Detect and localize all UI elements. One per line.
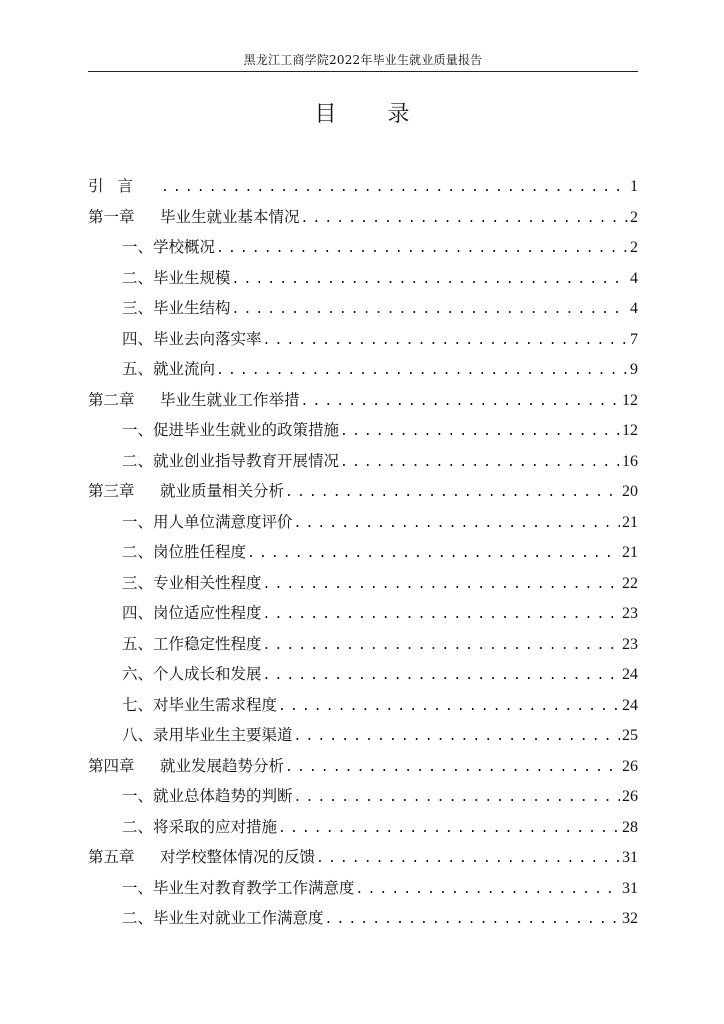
toc-entry-number: 二、 [122, 268, 154, 287]
dot-leader [247, 542, 620, 566]
toc-entry-title: 毕业生结构 [153, 299, 231, 317]
toc-section-entry[interactable] [88, 693, 638, 724]
dot-leader [294, 786, 620, 810]
dot-leader [263, 664, 620, 688]
toc-page-number: 4 [630, 269, 638, 287]
toc-entry-number: 一、 [122, 878, 154, 897]
toc-entry-label [122, 296, 231, 320]
toc-section-entry[interactable] [88, 906, 638, 937]
toc-page-number: 26 [622, 788, 638, 805]
dot-leader [263, 634, 620, 658]
toc-entry-label [88, 205, 300, 229]
toc-entry-label [122, 601, 262, 625]
toc-section-entry[interactable] [88, 876, 638, 907]
toc-entry-number: 第四章 [88, 756, 135, 775]
toc-section-entry[interactable] [88, 449, 638, 480]
toc-entry-number: 八、 [122, 726, 154, 744]
toc-entry-label [122, 784, 293, 808]
toc-entry-title: 就业质量相关分析 [160, 482, 285, 500]
toc-entry-title: 录用毕业生主要渠道 [153, 726, 293, 744]
toc-entry-label [88, 388, 300, 412]
toc-entry-label [88, 845, 315, 869]
toc-entry-number: 五、 [122, 360, 154, 378]
dot-leader [232, 298, 628, 322]
toc-entry-number: 二、 [122, 543, 154, 561]
toc-entry-label [122, 662, 262, 686]
toc-page-number: 9 [630, 361, 638, 378]
dot-leader [263, 573, 620, 597]
toc-entry-label [122, 876, 355, 900]
toc-entry-label [122, 266, 231, 290]
toc-page-number: 12 [622, 422, 638, 439]
toc-page-number: 25 [622, 727, 638, 744]
toc-section-entry[interactable] [88, 540, 638, 571]
toc-entry-label [122, 540, 246, 564]
toc-entry-title: 就业创业指导教育开展情况 [153, 451, 340, 470]
dot-leader [340, 451, 620, 475]
toc-section-entry[interactable] [88, 296, 638, 327]
toc-entry-label [122, 632, 262, 656]
toc-page-number: 2 [630, 239, 638, 256]
toc-entry-number: 一、 [122, 238, 154, 256]
toc-entry-title: 就业总体趋势的判断 [153, 787, 293, 805]
table-of-contents [88, 174, 638, 937]
toc-entry-title: 毕业生规模 [153, 268, 231, 287]
toc-section-entry[interactable] [88, 601, 638, 632]
dot-leader [294, 725, 620, 749]
dot-leader [301, 390, 620, 414]
dot-leader [216, 359, 628, 383]
header-rule [88, 71, 638, 72]
dot-leader [325, 908, 620, 932]
toc-chapter-entry[interactable] [88, 479, 638, 510]
toc-entry-number: 第二章 [88, 390, 135, 409]
toc-entry-number: 二、 [122, 451, 154, 470]
toc-entry-number: 二、 [122, 909, 154, 927]
toc-page-number: 23 [622, 605, 638, 622]
toc-section-entry[interactable] [88, 418, 638, 449]
dot-leader [316, 847, 620, 871]
toc-entry-number: 三、 [122, 299, 154, 317]
toc-chapter-entry[interactable] [88, 174, 638, 205]
toc-entry-title: 将采取的应对措施 [153, 817, 278, 836]
toc-entry-label [88, 174, 160, 198]
dot-leader [301, 207, 628, 231]
toc-entry-label [122, 693, 277, 717]
dot-leader [278, 817, 620, 841]
dot-leader [263, 329, 628, 353]
toc-entry-label [122, 723, 293, 747]
toc-entry-number: 四、 [122, 329, 154, 348]
dot-leader [340, 420, 620, 444]
dot-leader [263, 603, 620, 627]
toc-page-number: 7 [630, 330, 638, 348]
toc-page-number: 21 [622, 513, 638, 531]
toc-entry-title: 毕业生就业工作举措 [160, 390, 300, 409]
toc-section-entry[interactable] [88, 357, 638, 388]
toc-entry-number: 第五章 [88, 848, 135, 866]
toc-entry-title: 个人成长和发展 [153, 665, 262, 683]
dot-leader [285, 756, 620, 780]
toc-entry-label [122, 815, 277, 839]
toc-page-number: 23 [622, 635, 638, 653]
toc-entry-title: 对学校整体情况的反馈 [160, 848, 316, 866]
toc-entry-title: 就业发展趋势分析 [160, 756, 285, 775]
toc-entry-number: 第三章 [88, 482, 135, 500]
toc-entry-number: 一、 [122, 512, 154, 531]
toc-entry-title: 用人单位满意度评价 [153, 512, 293, 531]
toc-entry-number: 五、 [122, 634, 154, 653]
toc-entry-label [122, 418, 339, 442]
toc-section-entry[interactable] [88, 815, 638, 846]
toc-entry-label [122, 449, 339, 473]
toc-entry-label [88, 754, 284, 778]
toc-section-entry[interactable] [88, 266, 638, 297]
toc-entry-number: 一、 [122, 421, 154, 439]
toc-chapter-entry[interactable] [88, 388, 638, 419]
dot-leader [294, 512, 620, 536]
dot-leader [356, 878, 620, 902]
toc-entry-title: 工作稳定性程度 [153, 634, 262, 653]
toc-entry-number: 四、 [122, 604, 154, 622]
toc-chapter-entry[interactable] [88, 754, 638, 785]
toc-page-number: 24 [622, 696, 638, 714]
toc-section-entry[interactable] [88, 327, 638, 358]
toc-chapter-entry[interactable] [88, 845, 638, 876]
toc-entry-title: 毕业生对教育教学工作满意度 [153, 878, 355, 897]
toc-entry-number: 一、 [122, 787, 154, 805]
dot-leader [216, 237, 628, 261]
toc-section-entry[interactable] [88, 723, 638, 754]
dot-leader [285, 481, 620, 505]
running-header: 黑龙江工商学院2022年毕业生就业质量报告 [243, 53, 483, 67]
dot-leader [232, 268, 628, 292]
toc-entry-number: 三、 [122, 573, 154, 592]
toc-entry-title: 岗位适应性程度 [153, 604, 262, 622]
toc-page-number: 28 [622, 818, 638, 836]
toc-page-number: 20 [622, 483, 638, 500]
toc-section-entry[interactable] [88, 571, 638, 602]
toc-entry-number: 七、 [122, 695, 154, 714]
toc-page-number: 16 [622, 452, 638, 470]
toc-entry-title: 对毕业生需求程度 [153, 695, 278, 714]
dot-leader [161, 176, 628, 200]
toc-section-entry[interactable] [88, 784, 638, 815]
toc-chapter-entry[interactable] [88, 205, 638, 236]
toc-entry-label [122, 327, 262, 351]
toc-entry-label [122, 357, 215, 381]
toc-section-entry[interactable] [88, 235, 638, 266]
page-title: 目 录 [314, 102, 432, 127]
toc-entry-label [88, 479, 284, 503]
toc-entry-label [122, 510, 293, 534]
toc-entry-title: 专业相关性程度 [153, 573, 262, 592]
toc-entry-number: 第一章 [88, 207, 135, 226]
toc-section-entry[interactable] [88, 662, 638, 693]
toc-entry-title: 毕业去向落实率 [153, 329, 262, 348]
toc-entry-title: 促进毕业生就业的政策措施 [153, 421, 340, 439]
toc-section-entry[interactable] [88, 632, 638, 663]
toc-page-number: 21 [622, 544, 638, 561]
toc-page-number: 31 [622, 879, 638, 897]
toc-entry-title: 学校概况 [153, 238, 216, 256]
toc-page-number: 4 [630, 300, 638, 317]
toc-entry-label [122, 235, 215, 259]
toc-page-number: 26 [622, 757, 638, 775]
toc-entry-number: 二、 [122, 817, 154, 836]
toc-page-number: 12 [622, 391, 638, 409]
toc-page-number: 1 [630, 178, 638, 195]
toc-page-number: 2 [630, 208, 638, 226]
toc-entry-label [122, 571, 262, 595]
toc-entry-label [122, 906, 324, 930]
toc-page-number: 22 [622, 574, 638, 592]
toc-entry-number: 引言 [88, 177, 148, 195]
toc-section-entry[interactable] [88, 510, 638, 541]
toc-page-number: 31 [622, 849, 638, 866]
toc-page-number: 32 [622, 910, 638, 927]
toc-entry-title: 毕业生就业基本情况 [160, 207, 300, 226]
toc-entry-title: 就业流向 [153, 360, 216, 378]
dot-leader [278, 695, 620, 719]
toc-entry-title: 毕业生对就业工作满意度 [153, 909, 324, 927]
toc-entry-title: 岗位胜任程度 [153, 543, 247, 561]
toc-page-number: 24 [622, 666, 638, 683]
toc-entry-number: 六、 [122, 665, 154, 683]
